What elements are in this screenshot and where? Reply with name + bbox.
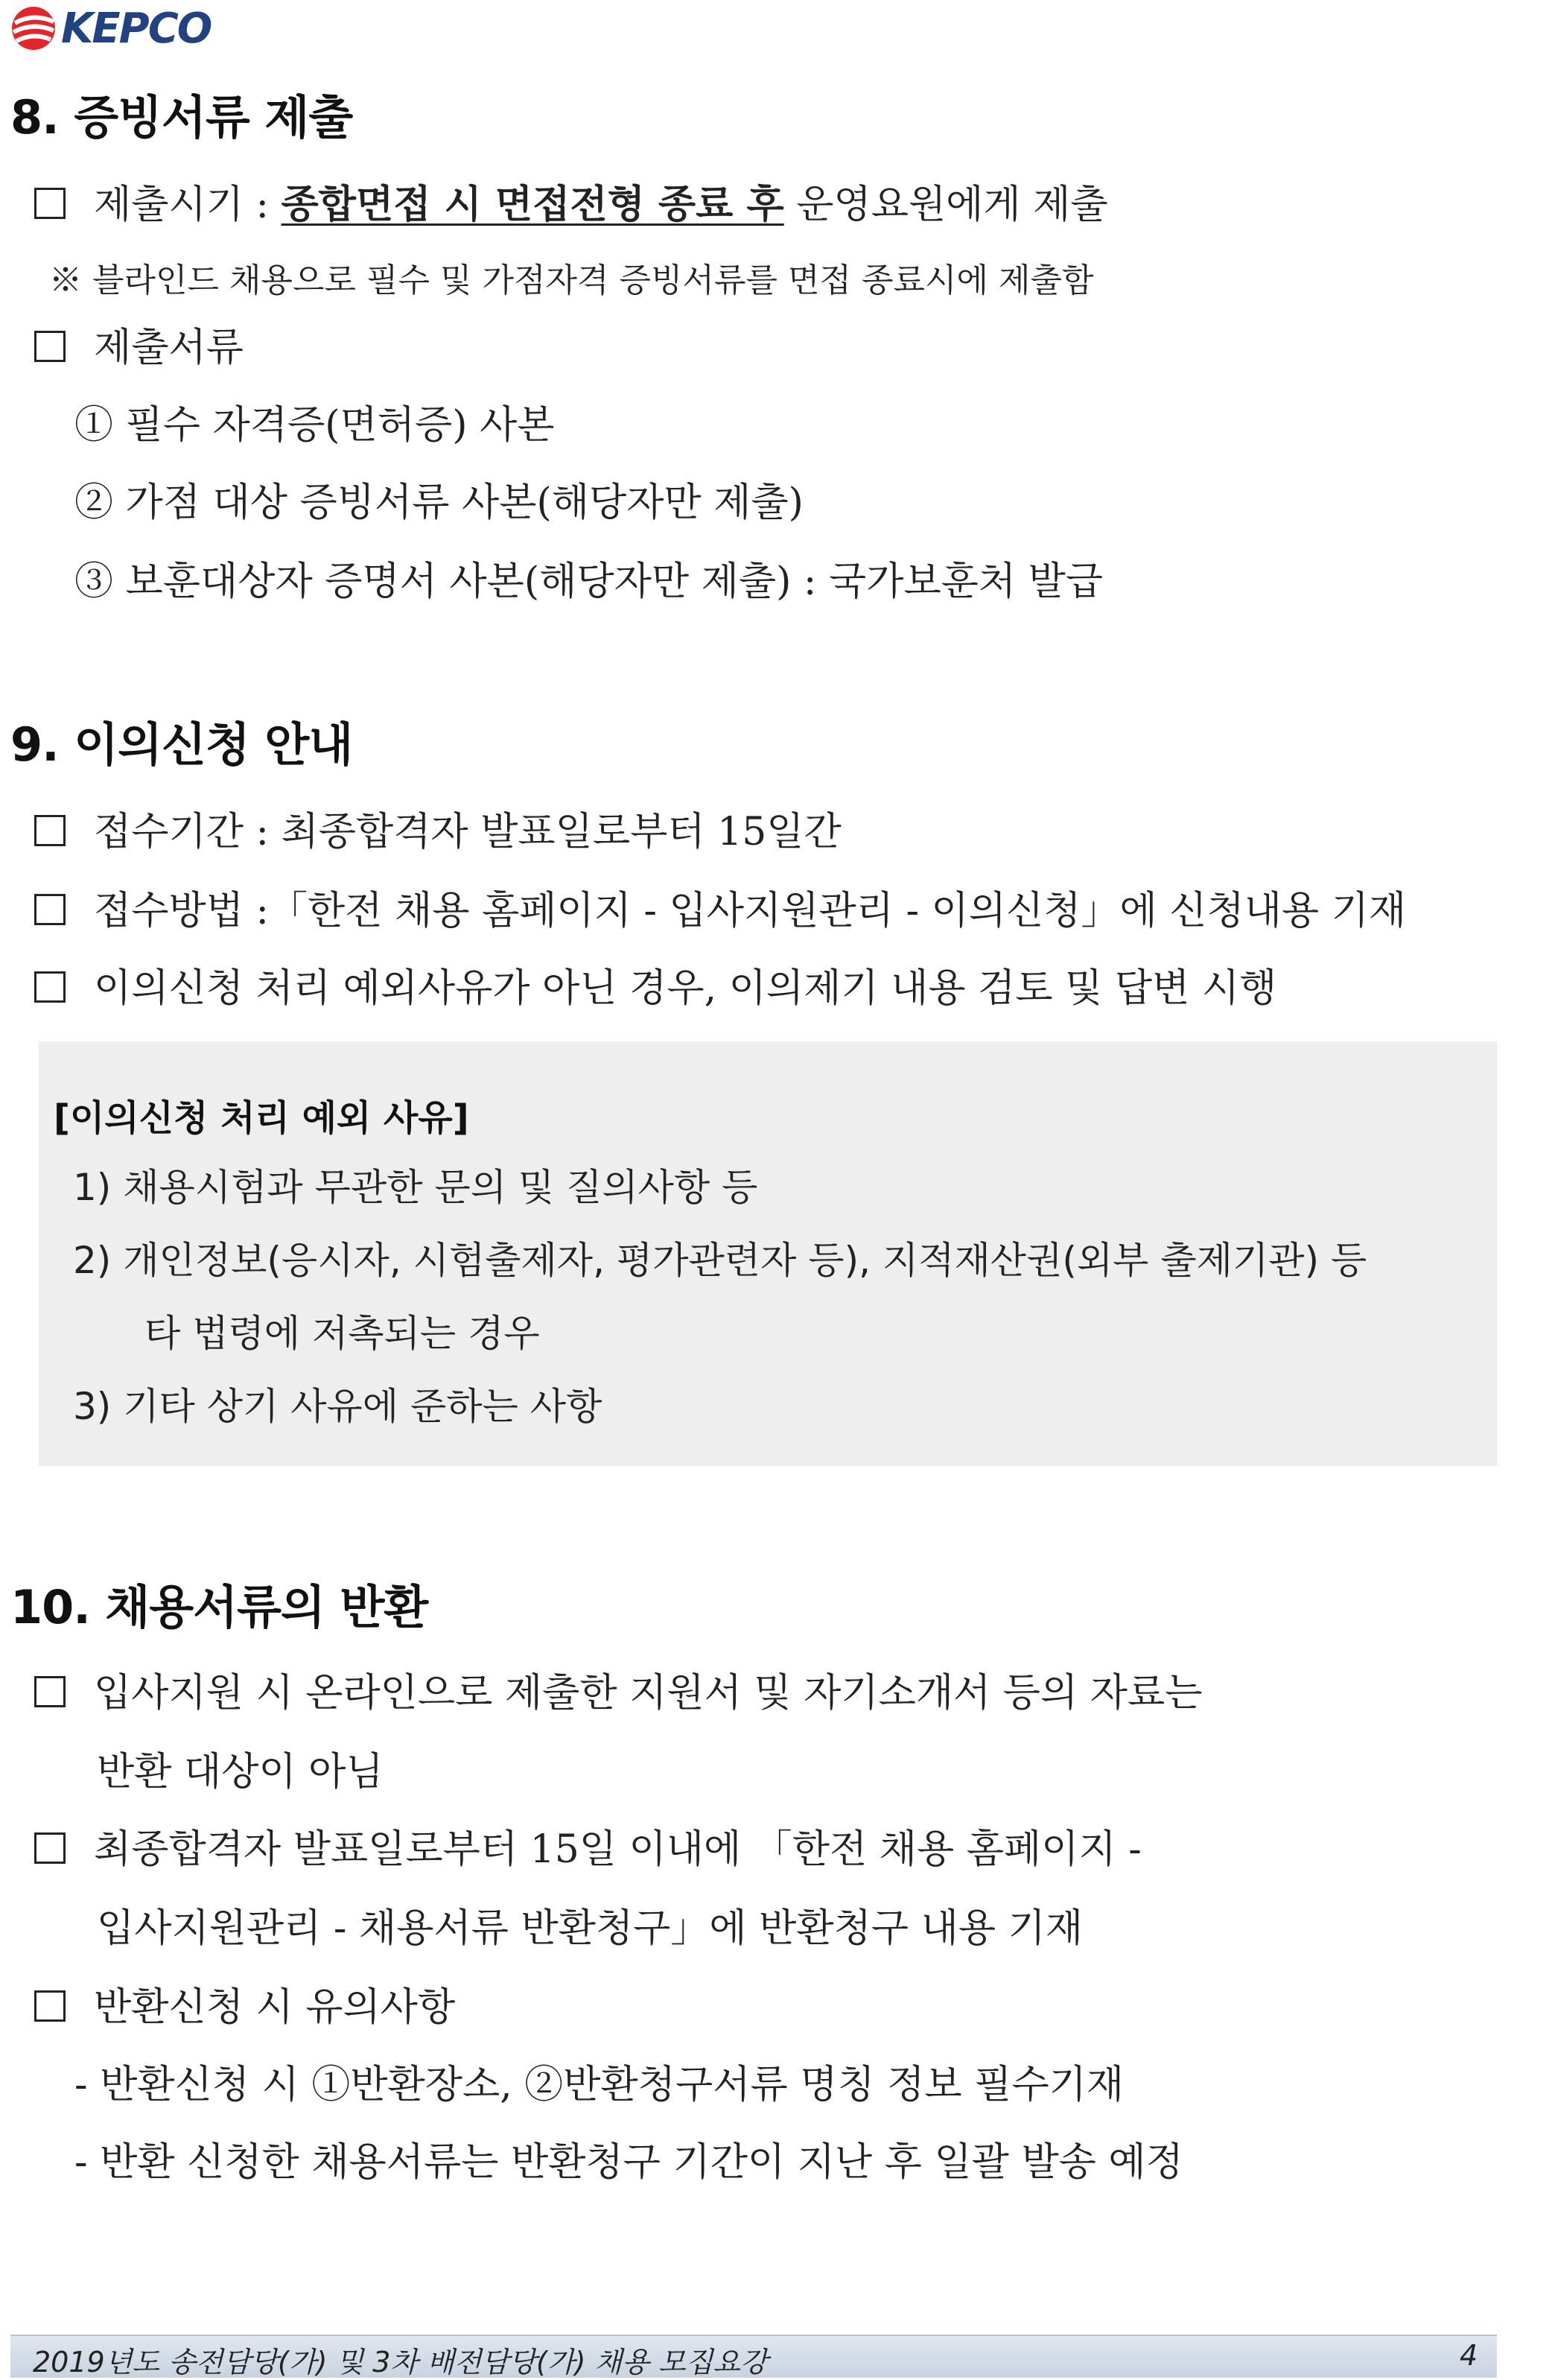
footer-title: 2019년도 송전담당(가) 및 3차 배전담당(가) 채용 모집요강 — [33, 2346, 768, 2379]
checkbox-square-icon — [34, 971, 66, 1003]
kepco-emblem-icon — [10, 5, 57, 51]
blind-hiring-note: ※ 블라인드 채용으로 필수 및 가점자격 증빙서류를 면접 종료시에 제출함 — [49, 261, 1094, 299]
exception-item-2-cont: 타 법령에 저촉되는 경우 — [144, 1312, 540, 1355]
checkbox-square-icon — [34, 815, 66, 846]
checkbox-square-icon — [34, 894, 66, 925]
page-number: 4 — [1460, 2339, 1478, 2372]
doc-item-3: ③ 보훈대상자 증명서 사본(해당자만 제출) : 국가보훈처 발급 — [74, 559, 1104, 604]
kepco-logo — [10, 4, 211, 52]
checkbox-square-icon — [34, 331, 66, 362]
doc-item-1: ① 필수 자격증(면허증) 사본 — [74, 403, 555, 448]
exception-item-1: 1) 채용시험과 무관한 문의 및 질의사항 등 — [73, 1166, 758, 1209]
appeal-processing-item — [34, 956, 1276, 1012]
doc-item-2: ② 가점 대상 증빙서류 사본(해당자만 제출) — [74, 480, 804, 525]
section-10-title: 10. 채용서류의 반환 — [10, 1580, 428, 1634]
appeal-period-item — [34, 800, 842, 856]
return-exclusion-item — [34, 1661, 1203, 1717]
exception-item-2: 2) 개인정보(응시자, 시험출제자, 평가관련자 등), 지적재산권(외부 출제기관) 등 — [73, 1239, 1367, 1282]
return-exclusion-line2: 반환 대상이 아님 — [97, 1750, 384, 1794]
appeal-period-text: 접수기간 : 최종합격자 발표일로부터 15일간 — [94, 810, 842, 854]
timing-suffix: 운영요원에게 제출 — [783, 183, 1108, 227]
timing-prefix: 제출시기 : — [94, 183, 282, 227]
return-request-item — [34, 1818, 1142, 1873]
submission-docs-item — [34, 316, 244, 372]
checkbox-square-icon — [34, 1990, 66, 2022]
checkbox-square-icon — [34, 1832, 66, 1864]
submission-docs-label: 제출서류 — [94, 326, 244, 370]
logo-text: KEPCO — [61, 4, 212, 53]
return-note-1: - 반환신청 시 ①반환장소, ②반환청구서류 명칭 정보 필수기재 — [74, 2063, 1125, 2107]
appeal-processing-text: 이의신청 처리 예외사유가 아닌 경우, 이의제기 내용 검토 및 답변 시행 — [94, 966, 1277, 1011]
section-8-title: 8. 증빙서류 제출 — [10, 90, 353, 145]
return-notes-item — [34, 1976, 455, 2031]
checkbox-square-icon — [34, 188, 66, 219]
return-request-line2: 입사지원관리 - 채용서류 반환청구」에 반환청구 내용 기재 — [97, 1906, 1084, 1951]
submission-timing-item — [34, 173, 1108, 229]
checkbox-square-icon — [34, 1676, 66, 1707]
exception-item-3: 3) 기타 상기 사유에 준하는 사항 — [73, 1385, 602, 1428]
appeal-method-item — [34, 879, 1406, 935]
return-exclusion-line1: 입사지원 시 온라인으로 제출한 지원서 및 자기소개서 등의 자료는 — [94, 1671, 1203, 1716]
return-notes-label: 반환신청 시 유의사항 — [94, 1985, 456, 2030]
section-9-title: 9. 이의신청 안내 — [10, 717, 353, 772]
timing-emphasis: 종합면접 시 면접전형 종료 후 — [281, 182, 784, 227]
return-note-2: - 반환 신청한 채용서류는 반환청구 기간이 지난 후 일괄 발송 예정 — [74, 2140, 1183, 2185]
exceptions-title: [이의신청 처리 예외 사유] — [54, 1097, 469, 1139]
return-request-line1: 최종합격자 발표일로부터 15일 이내에 「한전 채용 홈페이지 - — [94, 1827, 1142, 1872]
appeal-method-text: 접수방법 :「한전 채용 홈페이지 - 입사지원관리 - 이의신청」에 신청내용 기재 — [94, 889, 1407, 933]
